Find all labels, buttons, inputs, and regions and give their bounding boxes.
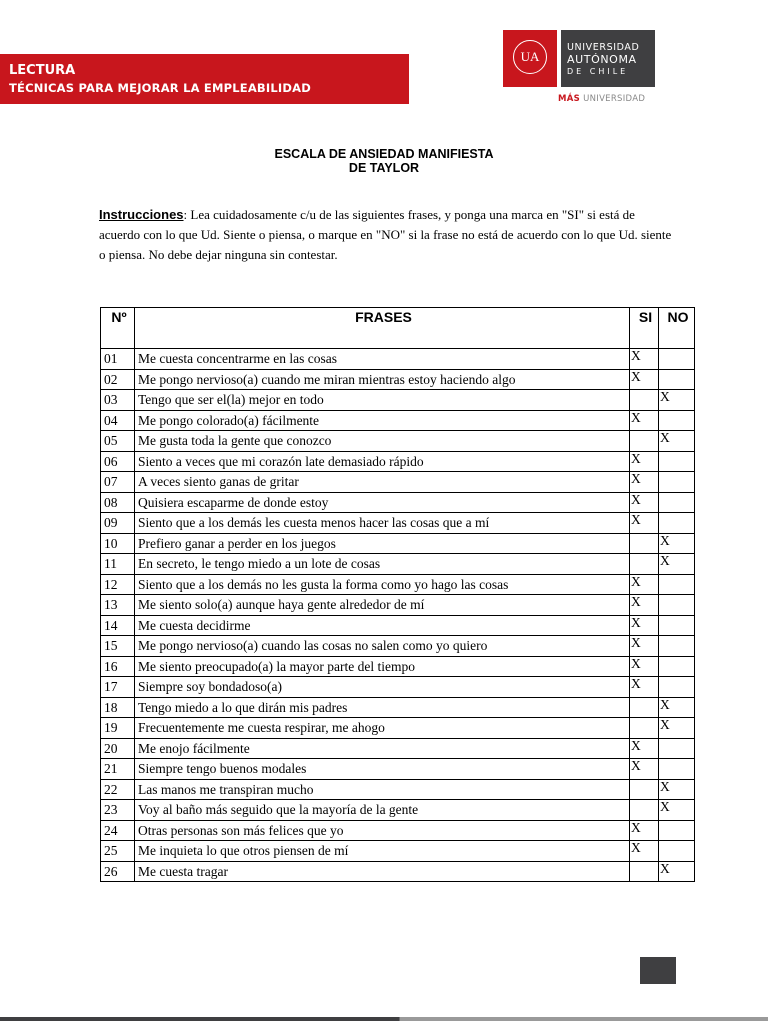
row-yes-mark <box>630 390 659 411</box>
row-phrase: Me siento preocupado(a) la mayor parte del tiempo <box>135 656 630 677</box>
logo-initials: UA <box>520 49 540 64</box>
table-row <box>101 841 695 862</box>
table-row <box>101 390 695 411</box>
row-number: 09 <box>101 513 135 534</box>
table-row <box>101 718 695 739</box>
row-number: 13 <box>101 595 135 616</box>
table-row <box>101 431 695 452</box>
row-no-mark <box>659 656 695 677</box>
row-no-mark: X <box>659 390 695 411</box>
table-row <box>101 759 695 780</box>
row-no-mark: X <box>659 718 695 739</box>
row-number: 22 <box>101 779 135 800</box>
row-phrase: Me cuesta decidirme <box>135 615 630 636</box>
row-no-mark: X <box>659 697 695 718</box>
row-yes-mark: X <box>630 574 659 595</box>
instructions-text: : Lea cuidadosamente c/u de las siguientes frases, y ponga una marca en "SI" si está de acuerdo con lo que Ud. Siente o piensa, o marque en "NO" si la frase no está de acuerdo con lo que Ud. siente o piensa. No debe dejar ninguna sin contestar. <box>99 207 672 262</box>
row-phrase: Frecuentemente me cuesta respirar, me ahogo <box>135 718 630 739</box>
row-number: 02 <box>101 369 135 390</box>
row-number: 25 <box>101 841 135 862</box>
logo-line-3: DE CHILE <box>567 67 629 76</box>
row-number: 16 <box>101 656 135 677</box>
row-number: 19 <box>101 718 135 739</box>
row-yes-mark: X <box>630 451 659 472</box>
row-yes-mark: X <box>630 492 659 513</box>
row-yes-mark: X <box>630 615 659 636</box>
row-no-mark <box>659 615 695 636</box>
row-yes-mark <box>630 800 659 821</box>
row-no-mark: X <box>659 554 695 575</box>
row-phrase: Me siento solo(a) aunque haya gente alrededor de mí <box>135 595 630 616</box>
row-phrase: Me enojo fácilmente <box>135 738 630 759</box>
header-banner <box>0 54 409 104</box>
row-yes-mark: X <box>630 349 659 370</box>
table-row <box>101 656 695 677</box>
row-number: 21 <box>101 759 135 780</box>
row-no-mark <box>659 492 695 513</box>
row-phrase: Tengo miedo a lo que dirán mis padres <box>135 697 630 718</box>
logo-wordmark <box>561 30 655 87</box>
row-number: 11 <box>101 554 135 575</box>
row-phrase: A veces siento ganas de gritar <box>135 472 630 493</box>
row-phrase: Me inquieta lo que otros piensen de mí <box>135 841 630 862</box>
row-yes-mark <box>630 554 659 575</box>
row-number: 26 <box>101 861 135 882</box>
row-yes-mark: X <box>630 677 659 698</box>
row-yes-mark <box>630 533 659 554</box>
row-no-mark <box>659 841 695 862</box>
row-number: 08 <box>101 492 135 513</box>
instructions-paragraph <box>99 205 679 265</box>
document-title-line-2: DE TAYLOR <box>348 161 420 175</box>
row-no-mark <box>659 451 695 472</box>
tagline-bold: MÁS <box>558 94 581 104</box>
banner-course-title: TÉCNICAS PARA MEJORAR LA EMPLEABILIDAD <box>9 81 311 95</box>
header-number: Nº <box>101 308 135 349</box>
row-number: 10 <box>101 533 135 554</box>
row-no-mark <box>659 472 695 493</box>
header-no: NO <box>659 308 695 349</box>
document-title-line-1: ESCALA DE ANSIEDAD MANIFIESTA <box>274 147 494 161</box>
row-phrase: Me cuesta tragar <box>135 861 630 882</box>
row-phrase: Me pongo nervioso(a) cuando las cosas no salen como yo quiero <box>135 636 630 657</box>
table-row <box>101 369 695 390</box>
row-yes-mark: X <box>630 738 659 759</box>
row-no-mark <box>659 738 695 759</box>
row-phrase: Voy al baño más seguido que la mayoría de la gente <box>135 800 630 821</box>
table-row <box>101 820 695 841</box>
row-no-mark: X <box>659 800 695 821</box>
table-row <box>101 533 695 554</box>
row-no-mark: X <box>659 861 695 882</box>
row-no-mark: X <box>659 533 695 554</box>
row-phrase: Quisiera escaparme de donde estoy <box>135 492 630 513</box>
row-yes-mark: X <box>630 656 659 677</box>
row-number: 15 <box>101 636 135 657</box>
row-yes-mark: X <box>630 841 659 862</box>
row-no-mark <box>659 820 695 841</box>
row-phrase: En secreto, le tengo miedo a un lote de cosas <box>135 554 630 575</box>
tagline-light: UNIVERSIDAD <box>583 94 646 104</box>
row-phrase: Las manos me transpiran mucho <box>135 779 630 800</box>
instructions-label: Instrucciones <box>99 207 184 222</box>
row-number: 23 <box>101 800 135 821</box>
row-no-mark: X <box>659 779 695 800</box>
header-yes: SI <box>630 308 659 349</box>
row-no-mark <box>659 636 695 657</box>
logo-tagline <box>558 94 645 104</box>
row-number: 12 <box>101 574 135 595</box>
table-row <box>101 595 695 616</box>
row-number: 04 <box>101 410 135 431</box>
row-phrase: Siempre tengo buenos modales <box>135 759 630 780</box>
row-number: 07 <box>101 472 135 493</box>
university-logo <box>503 30 655 87</box>
banner-category: LECTURA <box>9 63 76 78</box>
table-header-row <box>101 308 695 349</box>
row-no-mark <box>659 369 695 390</box>
table-row <box>101 574 695 595</box>
row-no-mark <box>659 410 695 431</box>
page-marker <box>640 957 676 984</box>
row-no-mark: X <box>659 431 695 452</box>
row-phrase: Siento a veces que mi corazón late demasiado rápido <box>135 451 630 472</box>
row-yes-mark: X <box>630 759 659 780</box>
row-no-mark <box>659 574 695 595</box>
row-phrase: Otras personas son más felices que yo <box>135 820 630 841</box>
row-phrase: Siempre soy bondadoso(a) <box>135 677 630 698</box>
table-row <box>101 861 695 882</box>
row-yes-mark <box>630 431 659 452</box>
row-phrase: Siento que a los demás no les gusta la forma como yo hago las cosas <box>135 574 630 595</box>
row-yes-mark: X <box>630 820 659 841</box>
row-no-mark <box>659 677 695 698</box>
row-phrase: Siento que a los demás les cuesta menos hacer las cosas que a mí <box>135 513 630 534</box>
row-no-mark <box>659 513 695 534</box>
table-row <box>101 677 695 698</box>
anxiety-scale-table <box>100 307 695 882</box>
row-number: 03 <box>101 390 135 411</box>
row-phrase: Me gusta toda la gente que conozco <box>135 431 630 452</box>
row-phrase: Me pongo colorado(a) fácilmente <box>135 410 630 431</box>
row-yes-mark <box>630 697 659 718</box>
row-number: 18 <box>101 697 135 718</box>
table-row <box>101 738 695 759</box>
row-yes-mark: X <box>630 595 659 616</box>
row-no-mark <box>659 349 695 370</box>
row-number: 20 <box>101 738 135 759</box>
footer-divider <box>0 1017 768 1021</box>
row-yes-mark <box>630 861 659 882</box>
row-yes-mark: X <box>630 472 659 493</box>
table-row <box>101 697 695 718</box>
row-yes-mark <box>630 779 659 800</box>
table-row <box>101 349 695 370</box>
row-phrase: Tengo que ser el(la) mejor en todo <box>135 390 630 411</box>
row-number: 24 <box>101 820 135 841</box>
row-yes-mark: X <box>630 410 659 431</box>
row-phrase: Prefiero ganar a perder en los juegos <box>135 533 630 554</box>
table-row <box>101 513 695 534</box>
row-number: 06 <box>101 451 135 472</box>
row-yes-mark: X <box>630 636 659 657</box>
table-row <box>101 615 695 636</box>
row-yes-mark <box>630 718 659 739</box>
row-phrase: Me pongo nervioso(a) cuando me miran mientras estoy haciendo algo <box>135 369 630 390</box>
row-phrase: Me cuesta concentrarme en las cosas <box>135 349 630 370</box>
table-row <box>101 492 695 513</box>
row-no-mark <box>659 595 695 616</box>
row-number: 17 <box>101 677 135 698</box>
row-no-mark <box>659 759 695 780</box>
row-number: 01 <box>101 349 135 370</box>
table-row <box>101 800 695 821</box>
table-row <box>101 472 695 493</box>
logo-line-2: AUTÓNOMA <box>567 53 637 66</box>
table-row <box>101 779 695 800</box>
logo-line-1: UNIVERSIDAD <box>567 42 640 53</box>
table-row <box>101 410 695 431</box>
header-phrases: FRASES <box>135 308 630 349</box>
table-row <box>101 451 695 472</box>
row-number: 14 <box>101 615 135 636</box>
table-row <box>101 554 695 575</box>
row-yes-mark: X <box>630 513 659 534</box>
row-yes-mark: X <box>630 369 659 390</box>
logo-emblem <box>503 30 557 87</box>
table-row <box>101 636 695 657</box>
row-number: 05 <box>101 431 135 452</box>
